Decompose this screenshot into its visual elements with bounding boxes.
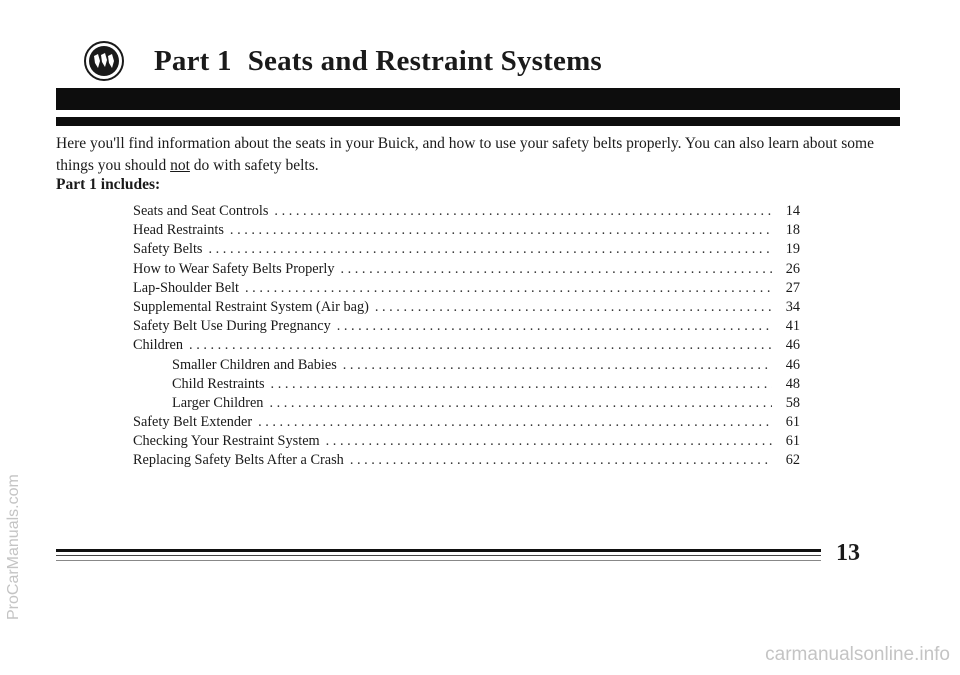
toc-leader	[189, 337, 772, 354]
toc-entry-title: Supplemental Restraint System (Air bag)	[133, 298, 369, 315]
toc-entry-page: 18	[785, 222, 800, 239]
toc-entry-title: Checking Your Restraint System	[133, 433, 320, 450]
toc-entry-title: Seats and Seat Controls	[133, 203, 269, 219]
toc-entry-page: 48	[785, 375, 800, 392]
toc-leader	[269, 395, 772, 412]
toc-entry-page: 14	[785, 203, 800, 219]
page-title	[154, 45, 602, 78]
toc-entry[interactable]	[133, 414, 800, 433]
toc-entry-title: Safety Belts	[133, 241, 203, 258]
header-band-thick	[56, 88, 900, 110]
includes-heading: Part 1 includes:	[56, 176, 161, 193]
part-label: Part 1	[154, 44, 232, 77]
toc-leader	[340, 261, 772, 278]
toc-subentry[interactable]	[133, 357, 800, 376]
toc-leader	[326, 433, 772, 450]
toc-entry-page: 27	[785, 279, 800, 296]
toc-entry[interactable]	[133, 337, 800, 356]
toc-entry-page: 46	[785, 337, 800, 354]
toc-entry-title: Safety Belt Extender	[133, 414, 253, 431]
toc-entry-title: Lap-Shoulder Belt	[133, 279, 240, 296]
toc-leader	[230, 222, 772, 239]
toc-leader	[274, 203, 772, 220]
toc-entry[interactable]	[133, 452, 800, 471]
toc-entry-title: How to Wear Safety Belts Properly	[133, 260, 335, 277]
toc-leader	[337, 318, 772, 335]
intro-paragraph	[56, 133, 906, 177]
toc-entry-page: 41	[785, 318, 800, 335]
toc-entry-title: Head Restraints	[133, 222, 224, 239]
toc-entry[interactable]	[133, 318, 800, 337]
buick-tri-shield-icon	[84, 41, 124, 81]
toc-subentry[interactable]	[133, 376, 800, 395]
footer-rule-thin	[56, 555, 821, 556]
toc-leader	[271, 376, 772, 393]
toc-entry-title: Safety Belt Use During Pregnancy	[133, 318, 331, 335]
toc-entry-title: Children	[133, 337, 184, 354]
toc-entry-page: 61	[785, 414, 800, 431]
section-title: Seats and Restraint Systems	[247, 44, 602, 77]
intro-text-start: Here you'll find information about the seats in your Buick, and how to use your safety belts properly. You can also learn about some things you should	[56, 135, 874, 174]
toc-entry-page: 34	[785, 298, 800, 315]
toc-entry-title: Larger Children	[172, 394, 264, 411]
toc-entry[interactable]	[133, 261, 800, 280]
toc-entry-page: 62	[785, 452, 800, 469]
watermark-bottom: carmanualsonline.info	[765, 644, 950, 665]
toc-entry-page: 19	[785, 241, 800, 258]
toc-entry[interactable]	[133, 299, 800, 318]
toc-entry-page: 58	[785, 394, 800, 411]
toc-leader	[209, 241, 773, 258]
toc-entry[interactable]	[133, 241, 800, 260]
toc-leader	[350, 452, 772, 469]
toc-entry-title: Replacing Safety Belts After a Crash	[133, 452, 344, 469]
toc-entry[interactable]	[133, 280, 800, 299]
toc-entry-title: Smaller Children and Babies	[172, 356, 337, 373]
table-of-contents	[133, 203, 800, 472]
toc-entry-page: 61	[785, 433, 800, 450]
toc-leader	[343, 357, 772, 374]
toc-leader	[375, 299, 772, 316]
page-number: 13	[836, 540, 860, 566]
toc-entry-title: Child Restraints	[172, 375, 265, 392]
toc-entry[interactable]	[133, 222, 800, 241]
header-band-thin	[56, 117, 900, 126]
footer-rule-thick	[56, 549, 821, 552]
intro-text-end: do with safety belts.	[189, 157, 319, 174]
toc-entry-page: 46	[785, 356, 800, 373]
footer-rule-hairline	[56, 560, 821, 561]
toc-leader	[245, 280, 772, 297]
toc-subentry[interactable]	[133, 395, 800, 414]
intro-text-underlined: not	[170, 157, 190, 174]
toc-leader	[258, 414, 772, 431]
watermark-left: ProCarManuals.com	[5, 474, 22, 620]
page-header	[84, 38, 602, 84]
toc-entry-page: 26	[785, 260, 800, 277]
toc-entry[interactable]	[133, 433, 800, 452]
toc-entry[interactable]	[133, 203, 800, 222]
